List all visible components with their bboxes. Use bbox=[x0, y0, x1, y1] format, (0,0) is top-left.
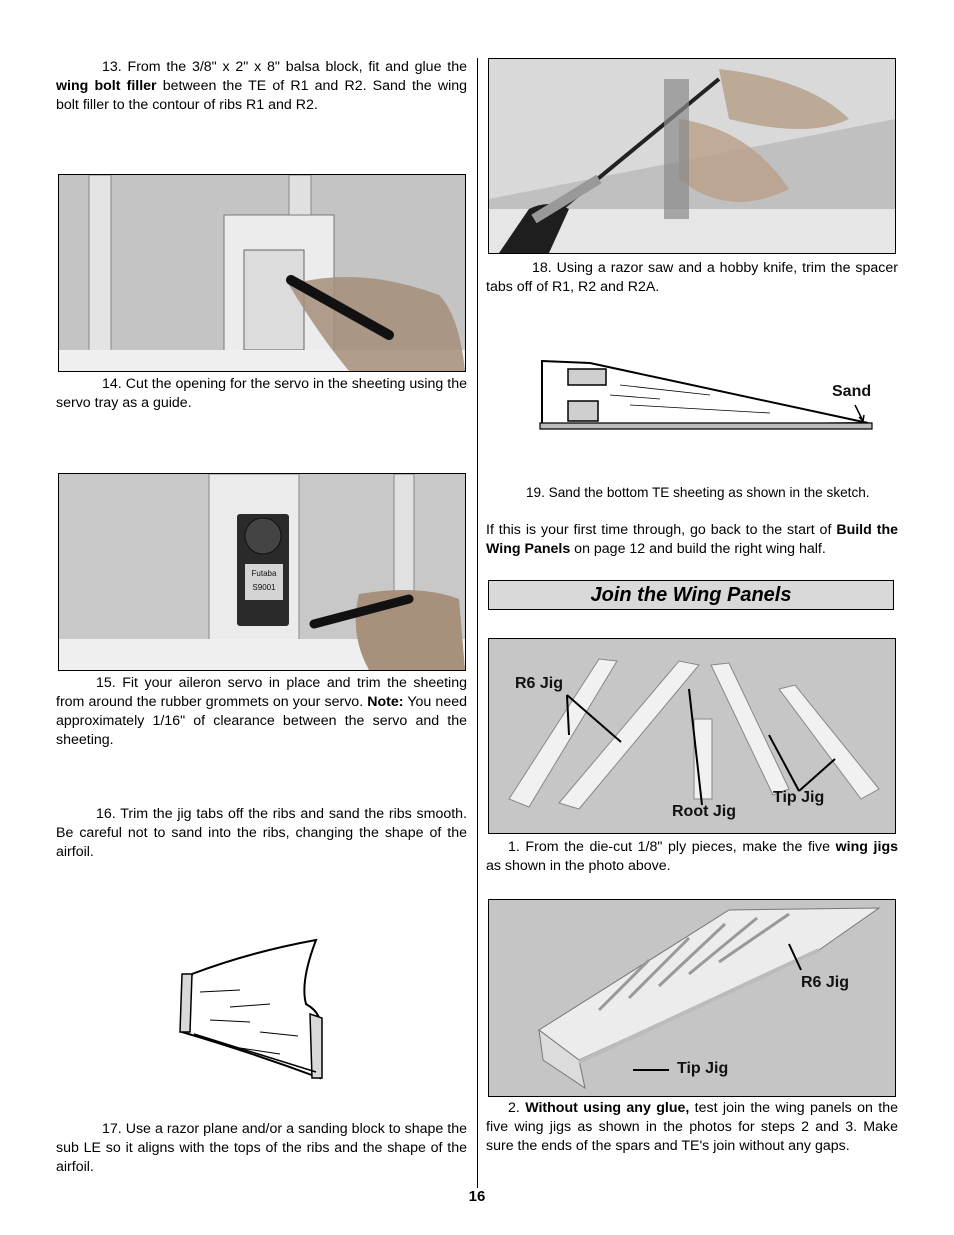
step-19-text bbox=[486, 483, 898, 502]
step-18-text bbox=[486, 259, 898, 297]
servo-brand-label: Futaba bbox=[251, 569, 277, 578]
step-15-pre: 15. Fit your aileron servo in place and trim the sheeting from around the rubber grommets on your servo. bbox=[56, 675, 467, 710]
sketch-sub-le-airfoil bbox=[170, 932, 330, 1082]
label-tip-jig: Tip Jig bbox=[773, 789, 825, 806]
first-time-note bbox=[486, 521, 898, 559]
step-17-text bbox=[56, 1120, 467, 1177]
step-13-bold: wing bolt filler bbox=[56, 78, 157, 94]
sketch-sand-te-sheeting bbox=[530, 355, 890, 435]
label-r6-jig: R6 Jig bbox=[515, 675, 564, 692]
first-time-bold: Build the Wing Panels bbox=[486, 522, 898, 557]
join-step-2-bold: Without using any glue, bbox=[525, 1100, 690, 1116]
join-step-2-pre: 2. bbox=[508, 1100, 526, 1116]
label-root-jig: Root Jig bbox=[672, 803, 736, 820]
step-14-text bbox=[56, 375, 467, 413]
photo-wing-bolt-filler bbox=[58, 174, 466, 372]
photo-servo-in-place bbox=[58, 473, 466, 671]
step-13-text bbox=[56, 58, 467, 115]
label-r6-jig-2: R6 Jig bbox=[801, 974, 850, 991]
first-time-pre: If this is your first time through, go back to the start of bbox=[486, 522, 837, 538]
label-sand: Sand bbox=[832, 383, 872, 400]
join-step-1-post: as shown in the photo above. bbox=[486, 858, 671, 874]
photo-wing-jigs bbox=[488, 638, 896, 834]
step-14-body: 14. Cut the opening for the servo in the sheeting using the servo tray as a guide. bbox=[56, 376, 467, 411]
servo-model-label: S9001 bbox=[252, 583, 276, 592]
photo-trim-spacer-tabs bbox=[488, 58, 896, 254]
join-step-1-bold: wing jigs bbox=[835, 839, 898, 855]
step-15-note: Note: bbox=[367, 694, 404, 710]
photo-wing-on-jigs bbox=[488, 899, 896, 1097]
label-tip-jig-2: Tip Jig bbox=[677, 1060, 729, 1077]
step-15-text bbox=[56, 674, 467, 750]
page-number: 16 bbox=[468, 1188, 486, 1205]
column-divider bbox=[477, 58, 478, 1188]
step-18-body: 18. Using a razor saw and a hobby knife, trim the spacer tabs off of R1, R2 and R2A. bbox=[486, 260, 898, 295]
join-step-1-pre: 1. From the die-cut 1/8" ply pieces, make the five bbox=[508, 839, 836, 855]
step-16-body: 16. Trim the jig tabs off the ribs and sand the ribs smooth. Be careful not to sand into the ribs, changing the shape of the airfoil. bbox=[56, 806, 467, 860]
step-17-body: 17. Use a razor plane and/or a sanding block to shape the sub LE so it aligns with the tops of the ribs and the shape of the airfoil. bbox=[56, 1121, 467, 1175]
step-13-pre: 13. From the 3/8" x 2" x 8" balsa block, fit and glue the bbox=[102, 59, 467, 75]
join-step-2-post: test join the wing panels on the five wing jigs as shown in the photos for steps 2 and 3. Make sure the ends of the spars and TE's join without any gaps. bbox=[486, 1100, 898, 1154]
section-title: Join the Wing Panels bbox=[590, 583, 792, 606]
step-19-body: 19. Sand the bottom TE sheeting as shown in the sketch. bbox=[526, 485, 870, 500]
step-13-post: between the TE of R1 and R2. Sand the wing bolt filler to the contour of ribs R1 and R2. bbox=[56, 78, 467, 113]
step-16-text bbox=[56, 805, 467, 862]
first-time-post: on page 12 and build the right wing half. bbox=[570, 541, 826, 557]
join-step-2-text bbox=[486, 1099, 898, 1156]
step-15-post: You need approximately 1/16" of clearance between the servo and the sheeting. bbox=[56, 694, 467, 748]
join-step-1-text bbox=[486, 838, 898, 876]
section-heading bbox=[488, 580, 894, 610]
